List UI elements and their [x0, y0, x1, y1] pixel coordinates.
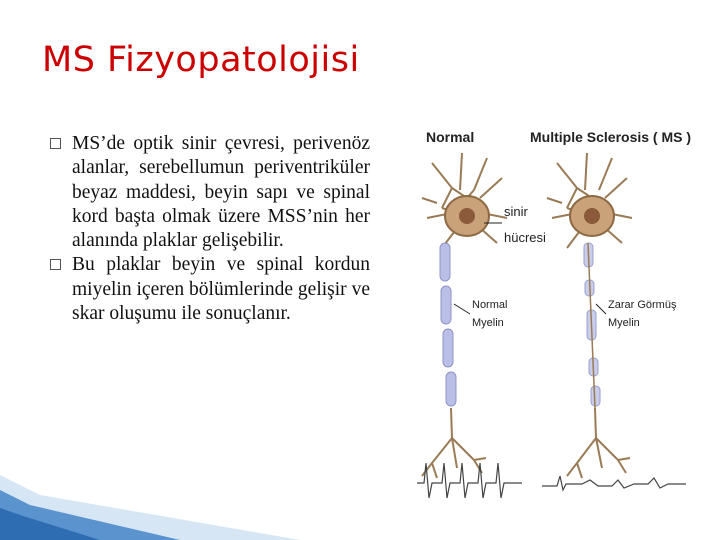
- bullet-marker-icon: [50, 138, 61, 149]
- bullet-list: [50, 132, 370, 326]
- bullet-item: [50, 253, 370, 326]
- damaged-myelin-label: Zarar Görmüş: [608, 299, 677, 311]
- bullet-text: Bu plaklar beyin ve spinal kordun miyelin içeren bölümlerinde gelişir ve skar oluşumu ile sonuçlanır.: [72, 254, 370, 325]
- damaged-myelin-pointer: [596, 304, 606, 314]
- ms-axon-terminal: [567, 408, 630, 478]
- normal-myelin-pointer: [454, 304, 470, 314]
- heading-normal: Normal: [426, 129, 475, 145]
- slide-title: MS Fizyopatolojisi: [42, 40, 360, 80]
- corner-decoration: [0, 460, 300, 540]
- cell-label: sinir: [504, 204, 528, 219]
- bullet-marker-icon: [50, 259, 61, 270]
- bullet-text: MS’de optik sinir çevresi, perivenöz alanlar, serebellumun periventriküler beyaz maddesi, beyin sapı ve spinal kord başta olmak üzere MSS’nin her alanında plaklar gelişebilir.: [72, 133, 370, 252]
- heading-ms: Multiple Sclerosis ( MS ): [530, 129, 692, 145]
- bullet-item: [50, 132, 370, 253]
- normal-neuron-body: [445, 196, 489, 236]
- neuron-figure: [412, 118, 702, 508]
- neuron-illustration: [412, 118, 702, 508]
- normal-myelin-label: Normal: [472, 299, 508, 311]
- ms-neuron-body: [570, 196, 614, 236]
- ms-signal-trace: [542, 476, 686, 490]
- cell-label: hücresi: [504, 230, 546, 245]
- normal-axon-terminal: [422, 408, 486, 478]
- normal-myelin-axon: [440, 243, 456, 406]
- damaged-myelin-label: Myelin: [608, 317, 640, 329]
- normal-myelin-label: Myelin: [472, 317, 504, 329]
